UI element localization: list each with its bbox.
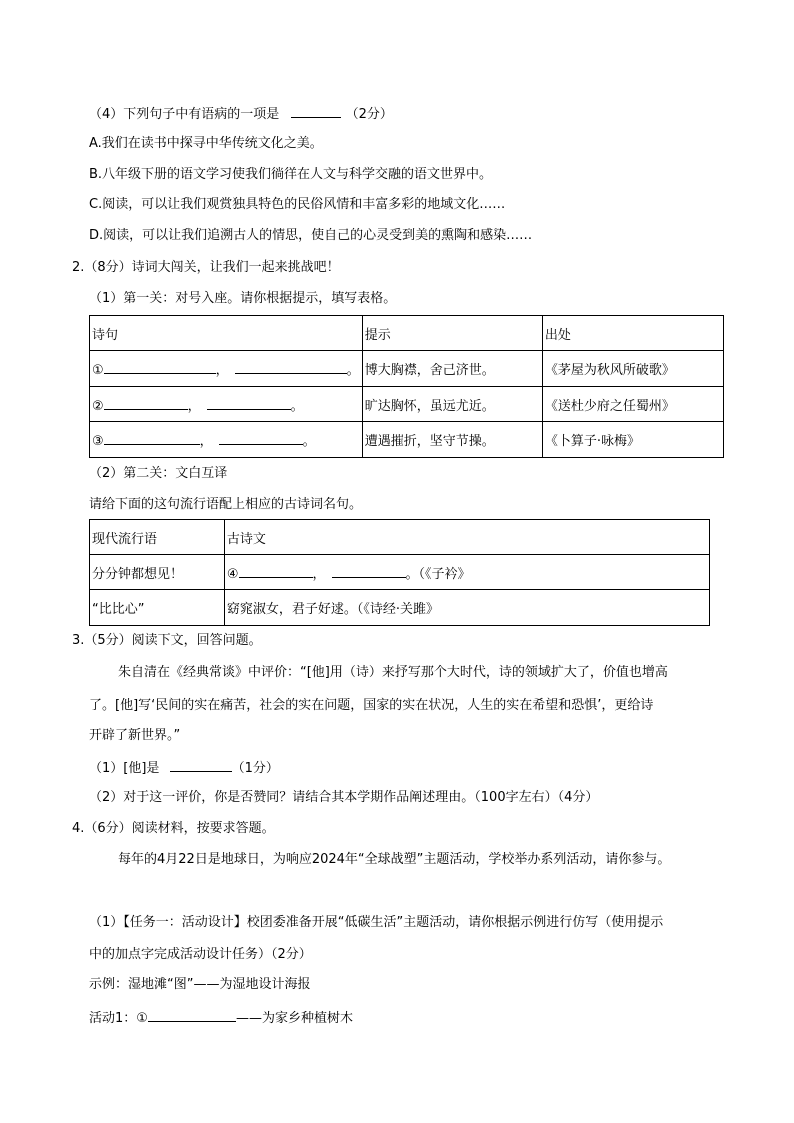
option-b: B.八年级下册的语文学习使我们徜徉在人文与科学交融的语文世界中。 — [89, 167, 493, 182]
period: 。 — [290, 398, 304, 414]
source-suffix: 。（《子衿》 — [405, 566, 471, 582]
hint-cell: 旷达胸怀，虽远尤近。 — [362, 387, 542, 422]
hint-cell: 遭遇摧折，坚守节操。 — [362, 422, 542, 458]
option-a: A.我们在读书中探寻中华传统文化之美。 — [89, 136, 323, 151]
q3-sub1 — [89, 759, 279, 775]
answer-blank[interactable] — [332, 565, 406, 578]
comma: ， — [199, 434, 213, 449]
header-verse: 诗句 — [90, 316, 363, 351]
circled-number: ② — [92, 398, 104, 414]
q2-title: 2.（8分）诗词大闯关，让我们一起来挑战吧！ — [72, 260, 340, 275]
comma: ， — [215, 363, 229, 378]
q4-task1-line1: （1）【任务一：活动设计】校团委准备开展“低碳生活”主题活动，请你根据示例进行仿写（使用提示 — [89, 915, 664, 930]
classic-cell — [224, 555, 709, 590]
period: 。 — [346, 363, 360, 378]
verse-cell — [90, 422, 363, 458]
q3-sub1-text: （1）[他]是 — [89, 761, 160, 776]
translation-table-header — [90, 520, 710, 555]
modern-cell: “比比心” — [90, 590, 225, 626]
header-source: 出处 — [542, 316, 723, 351]
option-d: D.阅读，可以让我们追溯古人的情思，使自己的心灵受到美的熏陶和感染…… — [89, 228, 533, 243]
table-row — [90, 590, 710, 626]
q2-part2-instruction: 请给下面的这句流行语配上相应的古诗词名句。 — [89, 497, 363, 512]
verse-cell — [90, 387, 363, 422]
table-row — [90, 422, 724, 458]
q4-activity1 — [89, 1009, 353, 1025]
activity1-label: 活动1：① — [89, 1011, 148, 1026]
q2-part1: （1）第一关：对号入座。请你根据提示，填写表格。 — [89, 291, 397, 306]
q3-sub1-score: （1分） — [231, 761, 279, 776]
period: 。 — [302, 434, 316, 449]
answer-blank[interactable] — [291, 105, 341, 118]
q3-passage-line3: 开辟了新世界。” — [89, 728, 181, 743]
modern-cell: 分分钟都想见！ — [90, 555, 225, 590]
answer-blank[interactable] — [207, 397, 291, 410]
q4-title: 4.（6分）阅读材料，按要求答题。 — [72, 821, 275, 836]
header-modern: 现代流行语 — [90, 520, 225, 555]
classic-cell: 窈窕淑女，君子好逑。（《诗经·关雎》 — [224, 590, 709, 626]
answer-blank[interactable] — [104, 432, 200, 445]
circled-number: ① — [92, 363, 104, 378]
hint-cell: 博大胸襟，舍己济世。 — [362, 351, 542, 387]
answer-blank[interactable] — [104, 361, 216, 374]
q3-sub2: （2）对于这一评价，你是否赞同？请结合其本学期作品阐述理由。（100字左右）（4分） — [89, 790, 599, 805]
table-row — [90, 387, 724, 422]
q3-passage-line1: 朱自清在《经典常谈》中评价：“[他]用（诗）来抒写那个大时代，诗的领域扩大了，价值也增高 — [118, 665, 668, 680]
verse-cell — [90, 351, 363, 387]
answer-blank[interactable] — [170, 759, 232, 772]
q4-example: 示例：湿地滩“图”——为湿地设计海报 — [89, 977, 311, 992]
table-row — [90, 351, 724, 387]
q4-task1-line2: 中的加点字完成活动设计任务）（2分） — [89, 947, 312, 962]
answer-blank[interactable] — [239, 565, 313, 578]
source-cell: 《送杜少府之任蜀州》 — [542, 387, 723, 422]
table-row — [90, 555, 710, 590]
poem-table-header — [90, 316, 724, 351]
answer-blank[interactable] — [104, 397, 188, 410]
comma: ， — [187, 398, 201, 414]
source-cell: 《茅屋为秋风所破歌》 — [542, 351, 723, 387]
answer-blank[interactable] — [235, 361, 347, 374]
circled-number: ④ — [226, 566, 239, 582]
answer-blank[interactable] — [148, 1009, 236, 1022]
q4-material: 每年的4月22日是地球日，为响应2024年“全球战塑”主题活动，学校举办系列活动，请你参与。 — [118, 852, 671, 867]
header-hint: 提示 — [362, 316, 542, 351]
answer-blank[interactable] — [219, 432, 303, 445]
q1-part4-stem — [89, 105, 393, 121]
translation-table — [89, 519, 710, 626]
q2-part2: （2）第二关：文白互译 — [89, 466, 228, 481]
activity1-suffix: ——为家乡种植树木 — [235, 1011, 353, 1026]
option-c: C.阅读，可以让我们观赏独具特色的民俗风情和丰富多彩的地域文化…… — [89, 197, 506, 212]
source-cell: 《卜算子·咏梅》 — [542, 422, 723, 458]
circled-number: ③ — [92, 434, 104, 449]
comma: ， — [312, 566, 326, 582]
poem-table — [89, 315, 724, 458]
q1-part4-score: （2分） — [345, 107, 393, 122]
header-classic: 古诗文 — [224, 520, 709, 555]
q1-part4-stem-text: （4）下列句子中有语病的一项是 — [89, 107, 280, 122]
q3-title: 3.（5分）阅读下文，回答问题。 — [72, 633, 262, 648]
q3-passage-line2: 了。[他]写‘民间的实在痛苦，社会的实在问题，国家的实在状况，人生的实在希望和恐惧’，更给诗 — [89, 698, 654, 713]
